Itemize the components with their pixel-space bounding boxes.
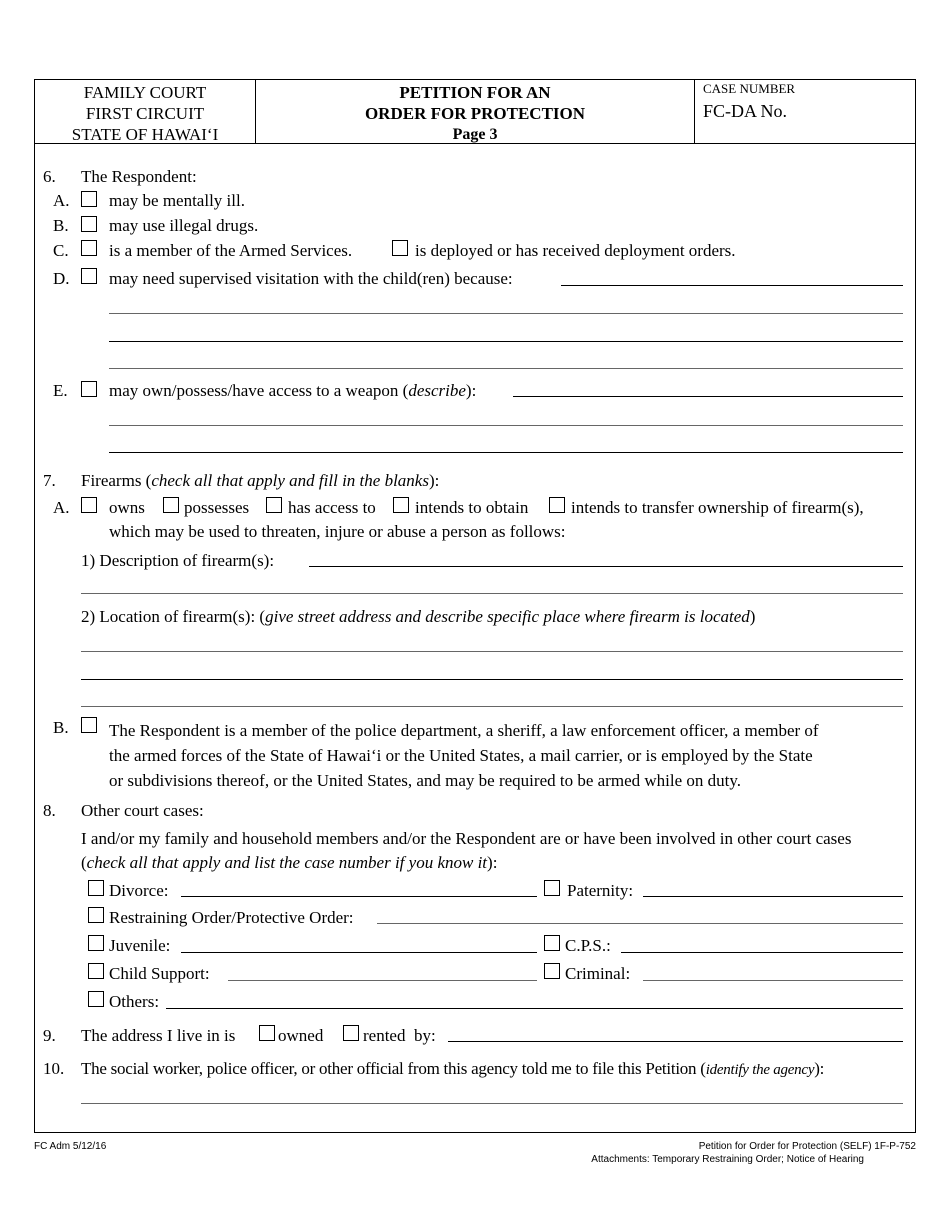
s6e-text: may own/possess/have access to a weapon (describe):	[109, 381, 477, 400]
s8-divorce-checkbox[interactable]	[88, 880, 104, 896]
title-line: ORDER FOR PROTECTION	[364, 104, 586, 123]
s8-paternity-label: Paternity:	[567, 881, 634, 900]
s7a-transfer-checkbox[interactable]	[549, 497, 565, 513]
s7a-possesses-checkbox[interactable]	[163, 497, 179, 513]
court-line: STATE OF HAWAI‘I	[71, 125, 219, 144]
s8-juvenile-checkbox[interactable]	[88, 935, 104, 951]
s7a-transfer: intends to transfer ownership of firearm(s),	[571, 498, 864, 517]
s6-number: 6.	[43, 167, 56, 186]
s9-rented-by-blank[interactable]	[448, 1041, 903, 1042]
s9-number: 9.	[43, 1026, 56, 1045]
s6e-blank-line[interactable]	[109, 425, 903, 426]
s7b-line: the armed forces of the State of Hawai‘i or the United States, a mail carrier, or is employed by the State	[109, 746, 813, 765]
s7a-owns: owns	[109, 498, 145, 517]
s7a-description-label: 1) Description of firearm(s):	[81, 551, 275, 570]
s8-child-support-checkbox[interactable]	[88, 963, 104, 979]
s6e-blank[interactable]	[513, 396, 903, 397]
s7a-owns-checkbox[interactable]	[81, 497, 97, 513]
s8-paternity-checkbox[interactable]	[544, 880, 560, 896]
s8-title: Other court cases:	[81, 801, 204, 820]
s10-text: The social worker, police officer, or other official from this agency told me to file this Petition (identify the agency):	[81, 1059, 825, 1078]
s8-number: 8.	[43, 801, 56, 820]
title-line: Page 3	[452, 126, 498, 143]
s7a-obtain-checkbox[interactable]	[393, 497, 409, 513]
s9-owned-label: owned	[278, 1026, 324, 1045]
s7b-letter: B.	[53, 718, 69, 737]
s6b-text: may use illegal drugs.	[109, 216, 259, 235]
s6b-checkbox[interactable]	[81, 216, 97, 232]
court-block	[36, 82, 254, 145]
s7-number: 7.	[43, 471, 56, 490]
s8-intro: I and/or my family and household members and/or the Respondent are or have been involved in other court cases	[81, 829, 852, 848]
s7a-description-blank-line[interactable]	[81, 593, 903, 594]
court-line: FAMILY COURT	[83, 83, 207, 102]
title-line: PETITION FOR AN	[399, 83, 551, 102]
s8-others-label: Others:	[109, 992, 160, 1011]
s6d-checkbox[interactable]	[81, 268, 97, 284]
s7a-location-blank-line[interactable]	[81, 651, 903, 652]
s7a-letter: A.	[53, 498, 70, 517]
s6e-letter: E.	[53, 381, 68, 400]
court-line: FIRST CIRCUIT	[85, 104, 205, 123]
s6a-letter: A.	[53, 191, 70, 210]
s6c-checkbox[interactable]	[81, 240, 97, 256]
s8-paternity-blank[interactable]	[643, 896, 903, 897]
s8-restraining-label: Restraining Order/Protective Order:	[109, 908, 354, 927]
s7a-access: has access to	[288, 498, 376, 517]
form-title	[257, 82, 693, 145]
s6d-blank-line[interactable]	[109, 341, 903, 342]
s6d-blank-line[interactable]	[109, 368, 903, 369]
s6d-text: may need supervised visitation with the child(ren) because:	[109, 269, 513, 288]
footer-form-title: Petition for Order for Protection (SELF) 1F-P-752	[698, 1141, 916, 1152]
s10-agency-blank[interactable]	[81, 1103, 903, 1104]
s7b-text	[109, 718, 819, 793]
footer-attachments: Attachments: Temporary Restraining Order; Notice of Hearing	[591, 1154, 864, 1165]
s6c-deployed-checkbox[interactable]	[392, 240, 408, 256]
s6d-letter: D.	[53, 269, 70, 288]
s6d-blank[interactable]	[561, 285, 903, 286]
s8-child-support-label: Child Support:	[109, 964, 210, 983]
s9-owned-checkbox[interactable]	[259, 1025, 275, 1041]
s7a-description-blank[interactable]	[309, 566, 903, 567]
s8-intro2: (check all that apply and list the case number if you know it):	[81, 853, 498, 872]
s8-juvenile-blank[interactable]	[181, 952, 537, 953]
s10-number: 10.	[43, 1059, 65, 1078]
s7a-location-blank-line[interactable]	[81, 706, 903, 707]
s6-title: The Respondent:	[81, 167, 197, 186]
s6e-checkbox[interactable]	[81, 381, 97, 397]
s8-others-checkbox[interactable]	[88, 991, 104, 1007]
s8-juvenile-label: Juvenile:	[109, 936, 171, 955]
s8-divorce-label: Divorce:	[109, 881, 169, 900]
s7a-obtain: intends to obtain	[415, 498, 529, 517]
s8-restraining-blank[interactable]	[377, 923, 903, 924]
s8-others-blank[interactable]	[166, 1008, 903, 1009]
s8-criminal-label: Criminal:	[565, 964, 631, 983]
s8-cps-blank[interactable]	[621, 952, 903, 953]
s7b-checkbox[interactable]	[81, 717, 97, 733]
s6c-letter: C.	[53, 241, 69, 260]
s9-rented-label: rented by:	[363, 1026, 436, 1045]
s6c-deployed-text: is deployed or has received deployment orders.	[415, 241, 736, 260]
s7b-line: or subdivisions thereof, or the United States, and may be required to be armed while on duty.	[109, 771, 741, 790]
s6c-text: is a member of the Armed Services.	[109, 241, 353, 260]
s8-divorce-blank[interactable]	[181, 896, 537, 897]
s6b-letter: B.	[53, 216, 69, 235]
s8-criminal-checkbox[interactable]	[544, 963, 560, 979]
s8-cps-label: C.P.S.:	[565, 936, 611, 955]
s7a-possesses: possesses	[184, 498, 250, 517]
s6a-text: may be mentally ill.	[109, 191, 245, 210]
s8-restraining-checkbox[interactable]	[88, 907, 104, 923]
s6a-checkbox[interactable]	[81, 191, 97, 207]
s9-text: The address I live in is	[81, 1026, 236, 1045]
s7a-continuation: which may be used to threaten, injure or abuse a person as follows:	[109, 522, 566, 541]
s7a-location-label: 2) Location of firearm(s): (give street address and describe specific place where firearm is located)	[81, 607, 756, 626]
s7b-line: The Respondent is a member of the police department, a sheriff, a law enforcement officer, a member of	[109, 721, 819, 740]
s7-title: Firearms (check all that apply and fill in the blanks):	[81, 471, 440, 490]
s7a-location-blank-line[interactable]	[81, 679, 903, 680]
footer-form-id: FC Adm 5/12/16	[34, 1141, 107, 1152]
s8-criminal-blank[interactable]	[643, 980, 903, 981]
s9-rented-checkbox[interactable]	[343, 1025, 359, 1041]
header-divider-left	[255, 79, 256, 143]
s6e-blank-line[interactable]	[109, 452, 903, 453]
s8-child-support-blank[interactable]	[228, 980, 537, 981]
case-number-label: CASE NUMBER	[703, 81, 796, 96]
case-number-prefix: FC-DA No.	[703, 101, 788, 121]
header-divider-right	[694, 79, 695, 143]
s8-cps-checkbox[interactable]	[544, 935, 560, 951]
s7a-access-checkbox[interactable]	[266, 497, 282, 513]
s6d-blank-line[interactable]	[109, 313, 903, 314]
